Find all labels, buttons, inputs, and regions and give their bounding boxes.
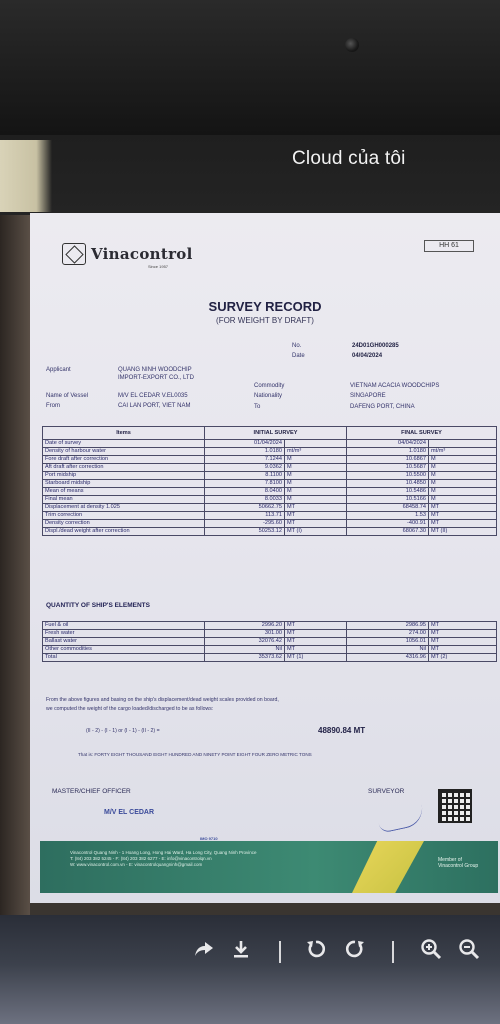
- commodity-label: Commodity: [254, 383, 285, 389]
- table-cell-unit: MT (II): [429, 528, 497, 536]
- document-footer: [40, 841, 498, 893]
- table-cell-unit: M: [285, 496, 347, 504]
- table-row: [43, 456, 497, 464]
- table-cell-value: 1.0180: [205, 448, 285, 456]
- table-row-label: Ballast water: [43, 638, 205, 646]
- footer-address: [70, 850, 350, 868]
- footer-member: [438, 857, 478, 869]
- table-cell-value: 10.5687: [347, 464, 429, 472]
- table-cell-unit: M: [285, 480, 347, 488]
- table-cell-value: 4316.96: [347, 654, 429, 662]
- nationality-value: SINGAPORE: [350, 393, 386, 399]
- table-cell-value: 10.4850: [347, 480, 429, 488]
- footer-member-line: Member of: [438, 857, 462, 863]
- paragraph-line: From the above figures and basing on the ship's displacement/dead weight scales provided on board,: [46, 697, 279, 703]
- table-cell-value: 8.1100: [205, 472, 285, 480]
- table-cell-value: 274.00: [347, 630, 429, 638]
- toolbar-divider: [279, 941, 281, 963]
- table-cell-value: 1.0180: [347, 448, 429, 456]
- surveyor-signature: [376, 802, 426, 833]
- from-value: CAI LAN PORT, VIET NAM: [118, 403, 191, 409]
- table-cell-value: 8.0400: [205, 488, 285, 496]
- table-row: [43, 654, 497, 662]
- table-cell-value: Nil: [205, 646, 285, 654]
- table-cell-value: 01/04/2024: [205, 440, 285, 448]
- table-row-label: Starboard midship: [43, 480, 205, 488]
- table-cell-unit: MT: [429, 520, 497, 528]
- table-row: [43, 448, 497, 456]
- cargo-weight-result: 48890.84 MT: [318, 726, 366, 735]
- table-cell-value: -295.60: [205, 520, 285, 528]
- vinacontrol-logo: [62, 243, 193, 265]
- logo-icon: [62, 243, 86, 265]
- table-cell-value: 50662.75: [205, 504, 285, 512]
- table-cell-value: 2996.20: [205, 622, 285, 630]
- footer-line: W: www.vinacontrol.com.vn - E: vinacontrolquangninh@gmail.com: [70, 862, 203, 867]
- table-header: Items: [43, 427, 205, 440]
- logo-text: Vinacontrol: [91, 245, 193, 263]
- footer-line: T: (84) 203 382 5245 - F: (84) 203 382 6277 - E: info@vinacontrolqn.vn: [70, 856, 212, 861]
- table-cell-value: 8.0033: [205, 496, 285, 504]
- table-cell-unit: MT: [285, 646, 347, 654]
- camera-icon: [345, 38, 359, 52]
- zoom-out-icon[interactable]: [456, 938, 482, 964]
- table-header: FINAL SURVEY: [347, 427, 497, 440]
- table-row: [43, 646, 497, 654]
- from-label: From: [46, 403, 60, 409]
- table-row-label: Displ./dead weight after correction: [43, 528, 205, 536]
- device-bezel: [0, 0, 500, 135]
- table-row: [43, 472, 497, 480]
- to-label: To: [254, 404, 261, 410]
- table-row: [43, 464, 497, 472]
- table-row-label: Mean of means: [43, 488, 205, 496]
- survey-table: [42, 426, 497, 536]
- page-title: Cloud của tôi: [292, 148, 406, 169]
- table-cell-unit: mt/m³: [429, 448, 497, 456]
- commodity-value: VIETNAM ACACIA WOODCHIPS: [350, 383, 440, 389]
- table-cell-unit: MT: [285, 512, 347, 520]
- formula: (II - 2) - (I - 1) or (I - 1) - (II - 2) =: [86, 728, 160, 734]
- table-row-label: Total: [43, 654, 205, 662]
- table-cell-unit: M: [285, 472, 347, 480]
- to-value: DAFENG PORT, CHINA: [350, 404, 415, 410]
- table-cell-unit: MT (I): [285, 528, 347, 536]
- table-cell-value: 7.8100: [205, 480, 285, 488]
- table-row-label: Fuel & oil: [43, 622, 205, 630]
- table-row-label: Density of harbour water: [43, 448, 205, 456]
- zoom-in-icon[interactable]: [418, 938, 444, 964]
- logo-subtext: Since 1957: [148, 264, 169, 269]
- table-row-label: Density correction: [43, 520, 205, 528]
- table-cell-unit: MT: [285, 622, 347, 630]
- table-cell-unit: M: [429, 472, 497, 480]
- table-cell-unit: M: [429, 496, 497, 504]
- table-row: [43, 504, 497, 512]
- table-row: [43, 630, 497, 638]
- footer-stripe: [352, 841, 424, 893]
- table-cell-value: 50253.12: [205, 528, 285, 536]
- table-header-row: [43, 427, 497, 440]
- table-cell-unit: M: [429, 464, 497, 472]
- table-row-label: Trim correction: [43, 512, 205, 520]
- viewer-toolbar: [0, 915, 500, 1024]
- no-label: No.: [292, 343, 302, 349]
- table-row-label: Aft draft after correction: [43, 464, 205, 472]
- table-cell-value: 10.5486: [347, 488, 429, 496]
- table-cell-unit: MT: [429, 622, 497, 630]
- table-cell-unit: mt/m³: [285, 448, 347, 456]
- table-row-label: Final mean: [43, 496, 205, 504]
- section-title: QUANTITY OF SHIP'S ELEMENTS: [46, 602, 150, 609]
- table-row-label: Displacement at density 1.025: [43, 504, 205, 512]
- table-row: [43, 622, 497, 630]
- share-icon[interactable]: [191, 938, 217, 964]
- footer-member-line: Vinacontrol Group: [438, 863, 479, 869]
- table-row-label: Fore draft after correction: [43, 456, 205, 464]
- table-row-label: Fresh water: [43, 630, 205, 638]
- table-cell-unit: M: [285, 488, 347, 496]
- qr-code-icon: [438, 789, 472, 823]
- table-cell-unit: MT: [285, 630, 347, 638]
- date-label: Date: [292, 353, 305, 359]
- table-row: [43, 440, 497, 448]
- table-cell-unit: M: [429, 480, 497, 488]
- table-cell-unit: M: [285, 456, 347, 464]
- footer-line: Vinacontrol Quang Ninh - 1 Hoang Long, Hong Hai Ward, Ha Long City, Quang Ninh Province: [70, 850, 257, 855]
- applicant-value-1: QUANG NINH WOODCHIP: [118, 367, 192, 373]
- table-cell-unit: M: [429, 488, 497, 496]
- ship-stamp-sub: IMO 9710: [200, 836, 218, 841]
- table-cell-value: -400.91: [347, 520, 429, 528]
- paragraph-line: we computed the weight of the cargo loaded/discharged to be as follows:: [46, 706, 214, 712]
- app-header: [0, 135, 500, 215]
- table-cell-value: 04/04/2024: [347, 440, 429, 448]
- table-cell-value: 9.0362: [205, 464, 285, 472]
- table-row: [43, 496, 497, 504]
- table-row-label: Port midship: [43, 472, 205, 480]
- table-row-label: Date of survey: [43, 440, 205, 448]
- table-cell-value: 68458.74: [347, 504, 429, 512]
- table-cell-value: 2986.95: [347, 622, 429, 630]
- table-cell-unit: M: [429, 456, 497, 464]
- table-cell-unit: MT: [429, 646, 497, 654]
- table-header: INITIAL SURVEY: [205, 427, 347, 440]
- table-cell-unit: [429, 440, 497, 448]
- vessel-value: M/V EL CEDAR V.EL0035: [118, 393, 188, 399]
- table-row: [43, 528, 497, 536]
- date-value: 04/04/2024: [352, 353, 383, 359]
- surveyor-signature-label: SURVEYOR: [368, 788, 405, 795]
- table-cell-value: 35373.62: [205, 654, 285, 662]
- table-row-label: Other commodities: [43, 646, 205, 654]
- table-cell-unit: MT: [285, 520, 347, 528]
- table-cell-value: 32076.42: [205, 638, 285, 646]
- table-cell-unit: MT (1): [285, 654, 347, 662]
- table-row: [43, 512, 497, 520]
- document-title: SURVEY RECORD: [208, 299, 322, 314]
- rotate-left-icon[interactable]: [303, 938, 329, 964]
- table-cell-unit: M: [285, 464, 347, 472]
- table-cell-unit: MT: [429, 638, 497, 646]
- nationality-label: Nationality: [254, 393, 283, 399]
- download-icon[interactable]: [228, 938, 254, 964]
- table-cell-unit: MT (2): [429, 654, 497, 662]
- table-cell-unit: MT: [285, 638, 347, 646]
- table-cell-value: 113.71: [205, 512, 285, 520]
- table-row: [43, 520, 497, 528]
- applicant-label: Applicant: [46, 367, 71, 373]
- applicant-value-2: IMPORT-EXPORT CO., LTD: [118, 375, 194, 381]
- table-row: [43, 488, 497, 496]
- document-subtitle: (FOR WEIGHT BY DRAFT): [216, 316, 314, 325]
- weight-in-words: That is: FORTY EIGHT THOUSAND EIGHT HUNDRED AND NINETY POINT EIGHT FOUR ZERO METRIC TONS: [78, 752, 312, 757]
- table-cell-value: 10.5500: [347, 472, 429, 480]
- vessel-label: Name of Vessel: [46, 393, 89, 399]
- table-cell-value: 301.00: [205, 630, 285, 638]
- table-cell-value: 1.53: [347, 512, 429, 520]
- master-signature-label: MASTER/CHIEF OFFICER: [52, 788, 131, 795]
- ship-stamp: M/V EL CEDAR: [104, 809, 155, 816]
- table-cell-unit: MT: [429, 504, 497, 512]
- survey-document-image[interactable]: [30, 213, 500, 903]
- table-row: [43, 480, 497, 488]
- table-cell-value: 68067.30: [347, 528, 429, 536]
- rotate-right-icon[interactable]: [342, 938, 368, 964]
- screen-glare: [0, 140, 52, 212]
- toolbar-divider: [392, 941, 394, 963]
- table-cell-unit: MT: [285, 504, 347, 512]
- form-code: HH 61: [424, 240, 474, 252]
- elements-table: [42, 621, 497, 662]
- table-cell-value: 10.6867: [347, 456, 429, 464]
- table-row: [43, 638, 497, 646]
- table-cell-value: 7.1244: [205, 456, 285, 464]
- table-cell-value: 10.5166: [347, 496, 429, 504]
- table-cell-value: 1056.01: [347, 638, 429, 646]
- table-cell-value: Nil: [347, 646, 429, 654]
- table-cell-unit: MT: [429, 512, 497, 520]
- table-cell-unit: MT: [429, 630, 497, 638]
- no-value: 24D01GH000285: [352, 343, 399, 349]
- viewer-edge: [0, 215, 30, 915]
- table-cell-unit: [285, 440, 347, 448]
